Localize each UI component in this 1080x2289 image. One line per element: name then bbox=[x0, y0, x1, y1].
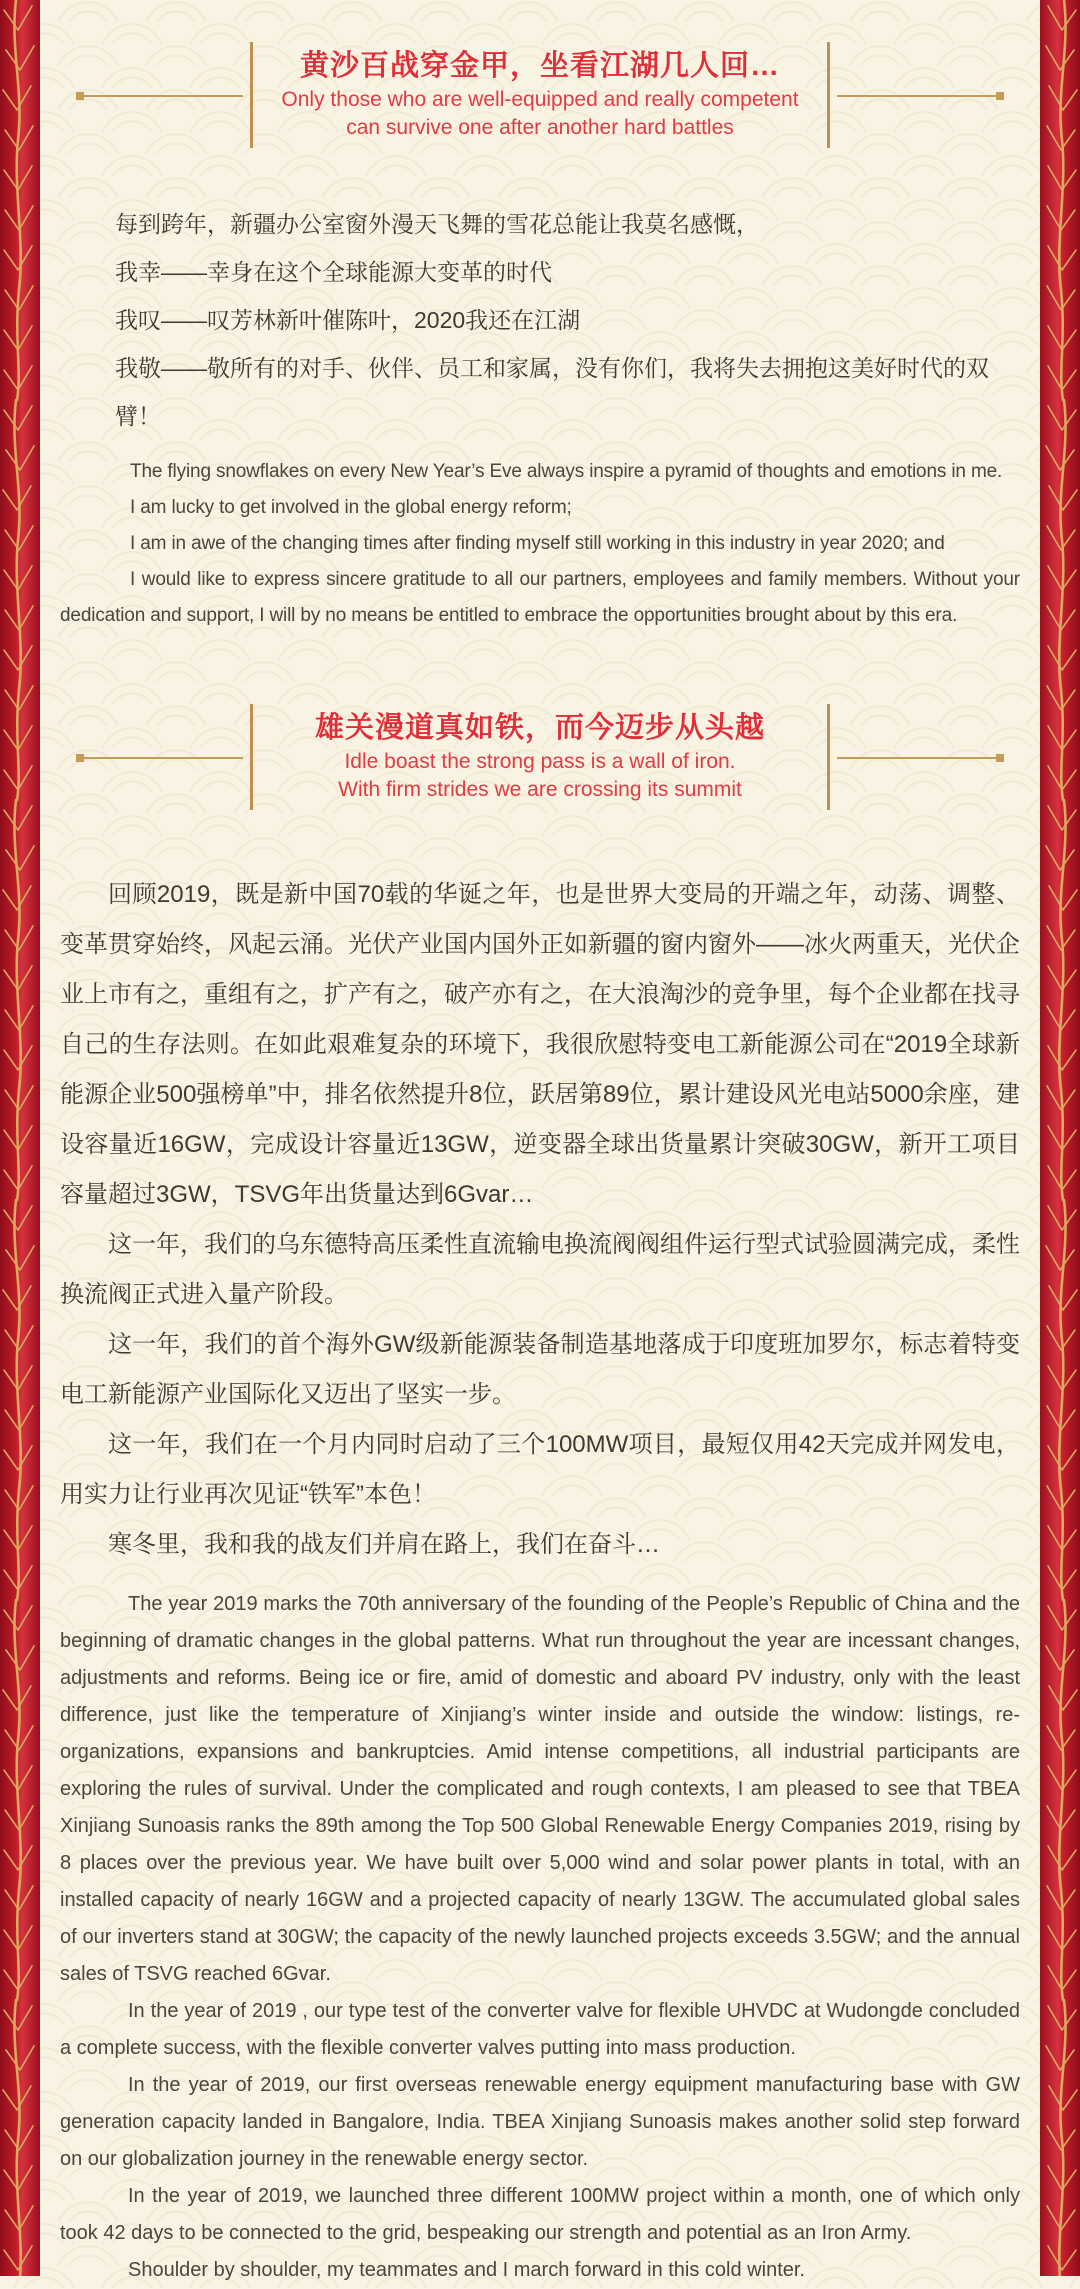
section1-english-paragraphs bbox=[60, 454, 1020, 634]
right-border-ornament bbox=[1040, 0, 1080, 2276]
letter-content bbox=[40, 0, 1040, 2289]
en-body-paragraph: In the year of 2019 , our type test of the converter valve for flexible UHVDC at Wudongde concluded a complete success, with the flexible converter valves putting into mass production. bbox=[60, 2000, 1020, 2059]
zh-intro-line: 我敬——敬所有的对手、伙伴、员工和家属，没有你们，我将失去拥抱这美好时代的双臂！ bbox=[115, 355, 989, 429]
section1-title-zh: 黄沙百战穿金甲，坐看江湖几人回… bbox=[299, 50, 780, 82]
header-rule-left-icon bbox=[78, 757, 243, 759]
en-intro-sentence: I would like to express sincere gratitude to all our partners, employees and family members. Without your dedication and support, I will by no means be entitled to embrace the opportunities brought about by this era. bbox=[60, 569, 1020, 626]
zh-body-paragraph: 回顾2019，既是新中国70载的华诞之年，也是世界大变局的开端之年，动荡、调整、变革贯穿始终，风起云涌。光伏产业国内国外正如新疆的窗内窗外——冰火两重天，光伏企业上市有之，重组有之，扩产有之，破产亦有之，在大浪淘沙的竞争里，每个企业都在找寻自己的生存法则。在如此艰难复杂的环境下，我很欣慰特变电工新能源公司在“2019全球新能源企业500强榜单”中，排名依然提升8位，跃居第89位，累计建设风光电站5000余座，建设容量近16GW，完成设计容量近13GW，逆变器全球出货量累计突破30GW，新开工项目容量超过3GW，TSVG年出货量达到6Gvar… bbox=[60, 881, 1020, 1208]
zh-body-paragraph: 这一年，我们的首个海外GW级新能源装备制造基地落成于印度班加罗尔，标志着特变电工新能源产业国际化又迈出了坚实一步。 bbox=[60, 1331, 1020, 1408]
zh-intro-line: 我叹——叹芳林新叶催陈叶，2020我还在江湖 bbox=[115, 307, 581, 333]
section2-subtitle-en-line2: With firm strides we are crossing its summit bbox=[338, 778, 742, 801]
section1-subtitle-en-line2: can survive one after another hard battles bbox=[346, 116, 734, 139]
header-rule-left-icon bbox=[78, 95, 243, 97]
section2-subtitle-en-line1: Idle boast the strong pass is a wall of iron. bbox=[344, 750, 736, 773]
branch-icon bbox=[1040, 0, 1080, 2276]
square-dot-icon bbox=[996, 754, 1004, 762]
square-dot-icon bbox=[76, 92, 84, 100]
header-bracket-right-icon bbox=[827, 42, 830, 148]
en-intro-sentence: I am lucky to get involved in the global energy reform; bbox=[130, 497, 572, 518]
section1-header bbox=[60, 36, 1020, 156]
section2-header bbox=[60, 698, 1020, 818]
square-dot-icon bbox=[76, 754, 84, 762]
square-dot-icon bbox=[996, 92, 1004, 100]
zh-intro-line: 每到跨年，新疆办公室窗外漫天飞舞的雪花总能让我莫名感慨， bbox=[115, 211, 759, 237]
zh-intro-line: 我幸——幸身在这个全球能源大变革的时代 bbox=[115, 259, 552, 285]
section1-chinese-lines bbox=[60, 200, 1020, 440]
header-rule-right-icon bbox=[837, 95, 1002, 97]
section2-english-paragraphs bbox=[60, 1586, 1020, 2289]
section2-chinese-paragraphs bbox=[60, 870, 1020, 1570]
header-bracket-left-icon bbox=[250, 704, 253, 810]
zh-body-paragraph: 寒冬里，我和我的战友们并肩在路上，我们在奋斗… bbox=[108, 1531, 660, 1558]
zh-body-paragraph: 这一年，我们在一个月内同时启动了三个100MW项目，最短仅用42天完成并网发电，用实力让行业再次见证“铁军”本色！ bbox=[60, 1431, 1020, 1508]
branch-icon bbox=[0, 0, 40, 2276]
en-intro-sentence: I am in awe of the changing times after finding myself still working in this industry in year 2020; and bbox=[130, 533, 945, 554]
section2-title-zh: 雄关漫道真如铁，而今迈步从头越 bbox=[314, 712, 765, 744]
zh-body-paragraph: 这一年，我们的乌东德特高压柔性直流输电换流阀阀组件运行型式试验圆满完成，柔性换流阀正式进入量产阶段。 bbox=[60, 1231, 1020, 1308]
left-border-ornament bbox=[0, 0, 40, 2276]
header-rule-right-icon bbox=[837, 757, 1002, 759]
section1-subtitle-en-line1: Only those who are well-equipped and really competent bbox=[281, 88, 799, 111]
header-bracket-right-icon bbox=[827, 704, 830, 810]
en-intro-sentence: The flying snowflakes on every New Year’s Eve always inspire a pyramid of thoughts and emotions in me. bbox=[130, 461, 1003, 482]
en-body-paragraph: Shoulder by shoulder, my teammates and I march forward in this cold winter. bbox=[128, 2259, 805, 2281]
header-bracket-left-icon bbox=[250, 42, 253, 148]
en-body-paragraph: In the year of 2019, we launched three different 100MW project within a month, one of which only took 42 days to be connected to the grid, bespeaking our strength and potential as an Iron Army. bbox=[60, 2185, 1020, 2244]
en-body-paragraph: The year 2019 marks the 70th anniversary of the founding of the People’s Republic of China and the beginning of dramatic changes in the global patterns. What run throughout the year are incessant changes, adjustments and reforms. Being ice or fire, amid of domestic and aboard PV industry, only with the least difference, just like the temperature of Xinjiang’s winter inside and outside the window: listings, re-organizations, expansions and bankruptcies. Amid intense competitions, all industrial participants are exploring the rules of survival. Under the complicated and rough contexts, I am pleased to see that TBEA Xinjiang Sunoasis ranks the 89th among the Top 500 Global Renewable Energy Companies 2019, rising by 8 places over the previous year. We have built over 5,000 wind and solar power plants in total, with an installed capacity of nearly 16GW and a projected capacity of nearly 13GW. The accumulated global sales of our inverters stand at 30GW; the capacity of the newly launched projects exceeds 3.5GW; and the annual sales of TSVG reached 6Gvar. bbox=[60, 1593, 1020, 1985]
en-body-paragraph: In the year of 2019, our first overseas renewable energy equipment manufacturing base with GW generation capacity landed in Bangalore, India. TBEA Xinjiang Sunoasis makes another solid step forward on our globalization journey in the renewable energy sector. bbox=[60, 2074, 1020, 2170]
